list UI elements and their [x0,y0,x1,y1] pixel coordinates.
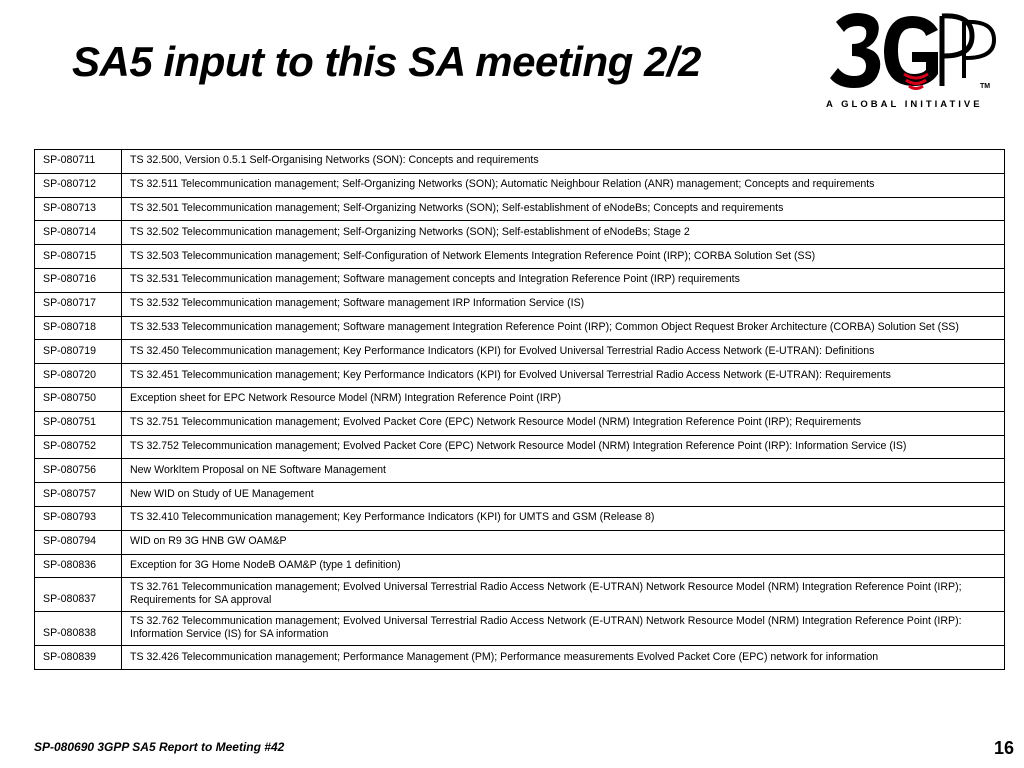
table-row [35,612,1005,646]
document-title-cell: TS 32.532 Telecommunication management; Software management IRP Information Service (IS) [122,292,1005,316]
table-row [35,150,1005,174]
document-title-cell: TS 32.450 Telecommunication management; Key Performance Indicators (KPI) for Evolved Universal Terrestrial Radio Access Network (E-UTRAN): Definitions [122,340,1005,364]
table-row [35,268,1005,292]
table-row [35,292,1005,316]
document-title-cell: TS 32.410 Telecommunication management; Key Performance Indicators (KPI) for UMTS and GSM (Release 8) [122,506,1005,530]
table-row [35,506,1005,530]
document-title-cell: WID on R9 3G HNB GW OAM&P [122,530,1005,554]
table-row [35,646,1005,670]
table-row [35,435,1005,459]
document-id-cell: SP-080836 [35,554,122,578]
document-title-cell: TS 32.752 Telecommunication management; Evolved Packet Core (EPC) Network Resource Model (NRM) Integration Reference Point (IRP): Information Service (IS) [122,435,1005,459]
logo-tagline: A GLOBAL INITIATIVE [826,99,983,110]
table-row [35,387,1005,411]
document-id-cell: SP-080711 [35,150,122,174]
document-title-cell: TS 32.533 Telecommunication management; Software management Integration Reference Point (IRP); Common Object Request Broker Architecture (CORBA) Solution Set (SS) [122,316,1005,340]
document-id-cell: SP-080794 [35,530,122,554]
table-row [35,530,1005,554]
document-title-cell: TS 32.426 Telecommunication management; Performance Management (PM); Performance measurements Evolved Packet Core (EPC) network for information [122,646,1005,670]
document-id-cell: SP-080837 [35,578,122,612]
document-id-cell: SP-080756 [35,459,122,483]
document-id-cell: SP-080717 [35,292,122,316]
table-row [35,245,1005,269]
document-title-cell: TS 32.511 Telecommunication management; Self-Organizing Networks (SON); Automatic Neighbour Relation (ANR) management; Concepts and requirements [122,173,1005,197]
document-id-cell: SP-080719 [35,340,122,364]
table-row [35,316,1005,340]
table-row [35,459,1005,483]
document-title-cell: TS 32.761 Telecommunication management; Evolved Universal Terrestrial Radio Access Network (E-UTRAN) Network Resource Model (NRM) Integration Reference Point (IRP); Requirements for SA approval [122,578,1005,612]
document-id-cell: SP-080752 [35,435,122,459]
table-row [35,340,1005,364]
document-title-cell: New WID on Study of UE Management [122,483,1005,507]
document-id-cell: SP-080750 [35,387,122,411]
document-id-cell: SP-080713 [35,197,122,221]
document-title-cell: TS 32.503 Telecommunication management; Self-Configuration of Network Elements Integration Reference Point (IRP); CORBA Solution Set (SS) [122,245,1005,269]
document-title-cell: Exception sheet for EPC Network Resource Model (NRM) Integration Reference Point (IRP) [122,387,1005,411]
document-title-cell: TS 32.531 Telecommunication management; Software management concepts and Integration Reference Point (IRP) requirements [122,268,1005,292]
document-title-cell: TS 32.762 Telecommunication management; Evolved Universal Terrestrial Radio Access Network (E-UTRAN) Network Resource Model (NRM) Integration Reference Point (IRP): Information Service (IS) for SA information [122,612,1005,646]
page-number: 16 [993,738,1014,758]
document-title-cell: TS 32.502 Telecommunication management; Self-Organizing Networks (SON); Self-establishment of eNodeBs; Stage 2 [122,221,1005,245]
document-id-cell: SP-080720 [35,364,122,388]
table-row [35,364,1005,388]
table-row [35,554,1005,578]
document-id-cell: SP-080838 [35,612,122,646]
table-row [35,173,1005,197]
document-id-cell: SP-080793 [35,506,122,530]
table-row [35,197,1005,221]
document-id-cell: SP-080712 [35,173,122,197]
document-id-cell: SP-080716 [35,268,122,292]
table-row [35,221,1005,245]
document-title-cell: Exception for 3G Home NodeB OAM&P (type 1 definition) [122,554,1005,578]
table-row [35,411,1005,435]
document-id-cell: SP-080715 [35,245,122,269]
svg-text:TM: TM [980,83,991,90]
3gpp-logo [826,8,998,116]
document-table [34,149,1005,670]
document-id-cell: SP-080839 [35,646,122,670]
document-id-cell: SP-080714 [35,221,122,245]
3gpp-logo-icon [826,8,998,98]
table-row [35,578,1005,612]
document-title-cell: TS 32.500, Version 0.5.1 Self-Organising Networks (SON): Concepts and requirements [122,150,1005,174]
document-id-cell: SP-080751 [35,411,122,435]
document-title-cell: TS 32.751 Telecommunication management; Evolved Packet Core (EPC) Network Resource Model (NRM) Integration Reference Point (IRP); Requirements [122,411,1005,435]
document-id-cell: SP-080718 [35,316,122,340]
slide-footer: SP-080690 3GPP SA5 Report to Meeting #42 [34,740,285,754]
table-row [35,483,1005,507]
document-title-cell: New WorkItem Proposal on NE Software Management [122,459,1005,483]
slide-title: SA5 input to this SA meeting 2/2 [72,38,701,85]
document-id-cell: SP-080757 [35,483,122,507]
document-title-cell: TS 32.451 Telecommunication management; Key Performance Indicators (KPI) for Evolved Universal Terrestrial Radio Access Network (E-UTRAN): Requirements [122,364,1005,388]
document-title-cell: TS 32.501 Telecommunication management; Self-Organizing Networks (SON); Self-establishment of eNodeBs; Concepts and requirements [122,197,1005,221]
